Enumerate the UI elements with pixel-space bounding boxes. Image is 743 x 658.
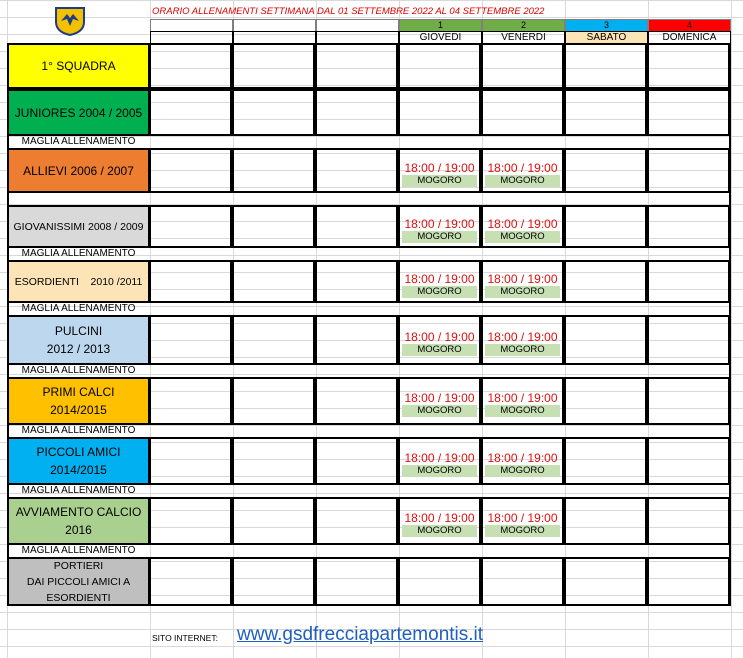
schedule-cell[interactable] — [315, 315, 398, 365]
team-label: JUNIORES 2004 / 2005 — [14, 105, 143, 120]
schedule-cell[interactable] — [398, 315, 481, 365]
schedule-cell[interactable] — [232, 315, 315, 365]
day-name-cell — [233, 31, 316, 43]
training-place: MOGORO — [402, 405, 477, 417]
team-label: DAI PICCOLI AMICI A — [26, 575, 131, 588]
team-label: PICCOLI AMICI — [36, 445, 121, 459]
schedule-cell[interactable] — [481, 315, 564, 365]
training-time: 18:00 / 19:00 — [487, 511, 558, 525]
team-cell — [7, 557, 150, 606]
training-place: MOGORO — [485, 344, 560, 356]
schedule-cell[interactable] — [149, 437, 232, 485]
day-number-cell: 2 — [482, 19, 565, 31]
schedule-cell[interactable] — [481, 148, 564, 193]
team-cell — [7, 43, 150, 89]
maglia-allenamento-label: MAGLIA ALLENAMENTO — [21, 545, 136, 556]
team-label: PULCINI — [54, 324, 103, 338]
maglia-allenamento-label: MAGLIA ALLENAMENTO — [21, 248, 136, 259]
team-cell — [7, 89, 150, 136]
schedule-cell[interactable] — [232, 43, 315, 89]
schedule-cell[interactable] — [647, 89, 730, 136]
schedule-cell[interactable] — [564, 89, 647, 136]
training-time: 18:00 / 19:00 — [404, 330, 475, 344]
training-time: 18:00 / 19:00 — [404, 161, 475, 175]
schedule-cell[interactable] — [564, 437, 647, 485]
schedule-cell[interactable] — [647, 557, 730, 606]
schedule-cell[interactable] — [398, 437, 481, 485]
schedule-cell[interactable] — [398, 557, 481, 606]
day-number-cell: 3 — [565, 19, 648, 31]
team-cell — [7, 377, 150, 425]
schedule-cell[interactable] — [315, 377, 398, 425]
schedule-cell[interactable] — [398, 377, 481, 425]
training-time: 18:00 / 19:00 — [404, 217, 475, 231]
schedule-cell[interactable] — [564, 260, 647, 303]
day-name-cell: GIOVEDI — [399, 31, 482, 43]
schedule-cell[interactable] — [481, 497, 564, 545]
schedule-title: ORARIO ALLENAMENTI SETTIMANA DAL 01 SETTEMBRE 2022 AL 04 SETTEMBRE 2022 — [152, 6, 545, 17]
training-time: 18:00 / 19:00 — [404, 272, 475, 286]
training-place: MOGORO — [485, 465, 560, 477]
schedule-cell[interactable] — [232, 148, 315, 193]
schedule-cell[interactable] — [481, 437, 564, 485]
day-name-cell: SABATO — [565, 31, 648, 43]
training-place: MOGORO — [402, 175, 477, 187]
club-logo — [53, 6, 87, 36]
training-place: MOGORO — [485, 286, 560, 298]
training-time: 18:00 / 19:00 — [404, 391, 475, 405]
maglia-allenamento-label: MAGLIA ALLENAMENTO — [21, 425, 136, 436]
schedule-cell[interactable] — [315, 43, 398, 89]
team-label: ESORDIENTI 2010 /2011 — [14, 275, 143, 288]
schedule-cell[interactable] — [149, 148, 232, 193]
day-name-cell: DOMENICA — [648, 31, 731, 43]
team-label: GIOVANISSIMI 2008 / 2009 — [13, 220, 144, 233]
team-cell — [7, 260, 150, 303]
team-label: PRIMI CALCI — [42, 385, 115, 399]
team-cell — [7, 497, 150, 545]
site-label: SITO INTERNET: — [152, 633, 218, 643]
day-name-cell — [150, 31, 233, 43]
schedule-cell[interactable] — [232, 497, 315, 545]
maglia-allenamento-label: MAGLIA ALLENAMENTO — [21, 485, 136, 496]
schedule-cell[interactable] — [398, 148, 481, 193]
schedule-cell[interactable] — [232, 260, 315, 303]
schedule-cell[interactable] — [481, 43, 564, 89]
schedule-cell[interactable] — [232, 557, 315, 606]
schedule-cell[interactable] — [315, 557, 398, 606]
schedule-cell[interactable] — [315, 260, 398, 303]
training-time: 18:00 / 19:00 — [404, 451, 475, 465]
training-time: 18:00 / 19:00 — [404, 511, 475, 525]
maglia-allenamento-label: MAGLIA ALLENAMENTO — [21, 365, 136, 376]
team-label: 1° SQUADRA — [41, 59, 116, 73]
schedule-cell[interactable] — [481, 557, 564, 606]
training-place: MOGORO — [485, 525, 560, 537]
team-cell — [7, 437, 150, 485]
schedule-cell[interactable] — [149, 497, 232, 545]
maglia-allenamento-label: MAGLIA ALLENAMENTO — [21, 303, 136, 314]
training-time: 18:00 / 19:00 — [487, 272, 558, 286]
schedule-cell[interactable] — [315, 89, 398, 136]
team-cell — [7, 315, 150, 365]
schedule-cell[interactable] — [564, 43, 647, 89]
schedule-cell[interactable] — [647, 205, 730, 248]
training-time: 18:00 / 19:00 — [487, 161, 558, 175]
team-label: ESORDIENTI — [46, 591, 111, 604]
schedule-cell[interactable] — [149, 89, 232, 136]
schedule-cell[interactable] — [564, 497, 647, 545]
schedule-cell[interactable] — [232, 205, 315, 248]
training-place: MOGORO — [402, 344, 477, 356]
training-place: MOGORO — [402, 286, 477, 298]
schedule-cell[interactable] — [398, 43, 481, 89]
schedule-cell[interactable] — [564, 315, 647, 365]
schedule-cell[interactable] — [481, 89, 564, 136]
training-time: 18:00 / 19:00 — [487, 451, 558, 465]
team-cell — [7, 205, 150, 248]
schedule-cell[interactable] — [647, 315, 730, 365]
schedule-cell[interactable] — [315, 437, 398, 485]
training-place: MOGORO — [402, 525, 477, 537]
maglia-allenamento-label: MAGLIA ALLENAMENTO — [21, 136, 136, 147]
schedule-cell[interactable] — [149, 377, 232, 425]
schedule-cell[interactable] — [564, 377, 647, 425]
schedule-cell[interactable] — [564, 148, 647, 193]
team-label: ALLIEVI 2006 / 2007 — [23, 163, 134, 178]
training-place: MOGORO — [402, 465, 477, 477]
schedule-cell[interactable] — [481, 377, 564, 425]
day-number-cell — [233, 19, 316, 31]
schedule-cell[interactable] — [564, 557, 647, 606]
team-label: 2014/2015 — [50, 463, 107, 477]
day-name-cell — [316, 31, 399, 43]
schedule-cell[interactable] — [149, 205, 232, 248]
day-number-cell: 1 — [399, 19, 482, 31]
day-number-cell — [316, 19, 399, 31]
schedule-cell[interactable] — [481, 260, 564, 303]
day-number-cell — [150, 19, 233, 31]
schedule-cell[interactable] — [647, 148, 730, 193]
training-place: MOGORO — [485, 175, 560, 187]
team-label: 2016 — [65, 523, 92, 537]
schedule-cell[interactable] — [647, 260, 730, 303]
schedule-cell[interactable] — [315, 205, 398, 248]
schedule-cell[interactable] — [232, 437, 315, 485]
schedule-cell[interactable] — [232, 377, 315, 425]
schedule-cell[interactable] — [398, 205, 481, 248]
training-time: 18:00 / 19:00 — [487, 217, 558, 231]
schedule-cell[interactable] — [481, 205, 564, 248]
schedule-cell[interactable] — [149, 260, 232, 303]
schedule-cell[interactable] — [564, 205, 647, 248]
day-number-cell: 4 — [648, 19, 731, 31]
team-cell — [7, 148, 150, 193]
team-label: PORTIERI — [53, 559, 104, 572]
training-place: MOGORO — [485, 405, 560, 417]
schedule-cell[interactable] — [647, 497, 730, 545]
team-label: 2014/2015 — [50, 403, 107, 417]
schedule-cell[interactable] — [398, 89, 481, 136]
schedule-cell[interactable] — [149, 315, 232, 365]
training-time: 18:00 / 19:00 — [487, 330, 558, 344]
team-label: AVVIAMENTO CALCIO — [15, 505, 142, 519]
schedule-cell[interactable] — [647, 43, 730, 89]
schedule-cell[interactable] — [315, 148, 398, 193]
schedule-cell[interactable] — [647, 377, 730, 425]
team-label: 2012 / 2013 — [46, 342, 111, 356]
schedule-cell[interactable] — [398, 260, 481, 303]
training-place: MOGORO — [485, 231, 560, 243]
schedule-cell[interactable] — [149, 557, 232, 606]
day-name-cell: VENERDI — [482, 31, 565, 43]
site-link[interactable]: www.gsdfrecciapartemontis.it — [237, 624, 484, 645]
schedule-cell[interactable] — [398, 497, 481, 545]
schedule-cell[interactable] — [315, 497, 398, 545]
schedule-cell[interactable] — [149, 43, 232, 89]
training-time: 18:00 / 19:00 — [487, 391, 558, 405]
schedule-cell[interactable] — [232, 89, 315, 136]
schedule-cell[interactable] — [647, 437, 730, 485]
training-place: MOGORO — [402, 231, 477, 243]
